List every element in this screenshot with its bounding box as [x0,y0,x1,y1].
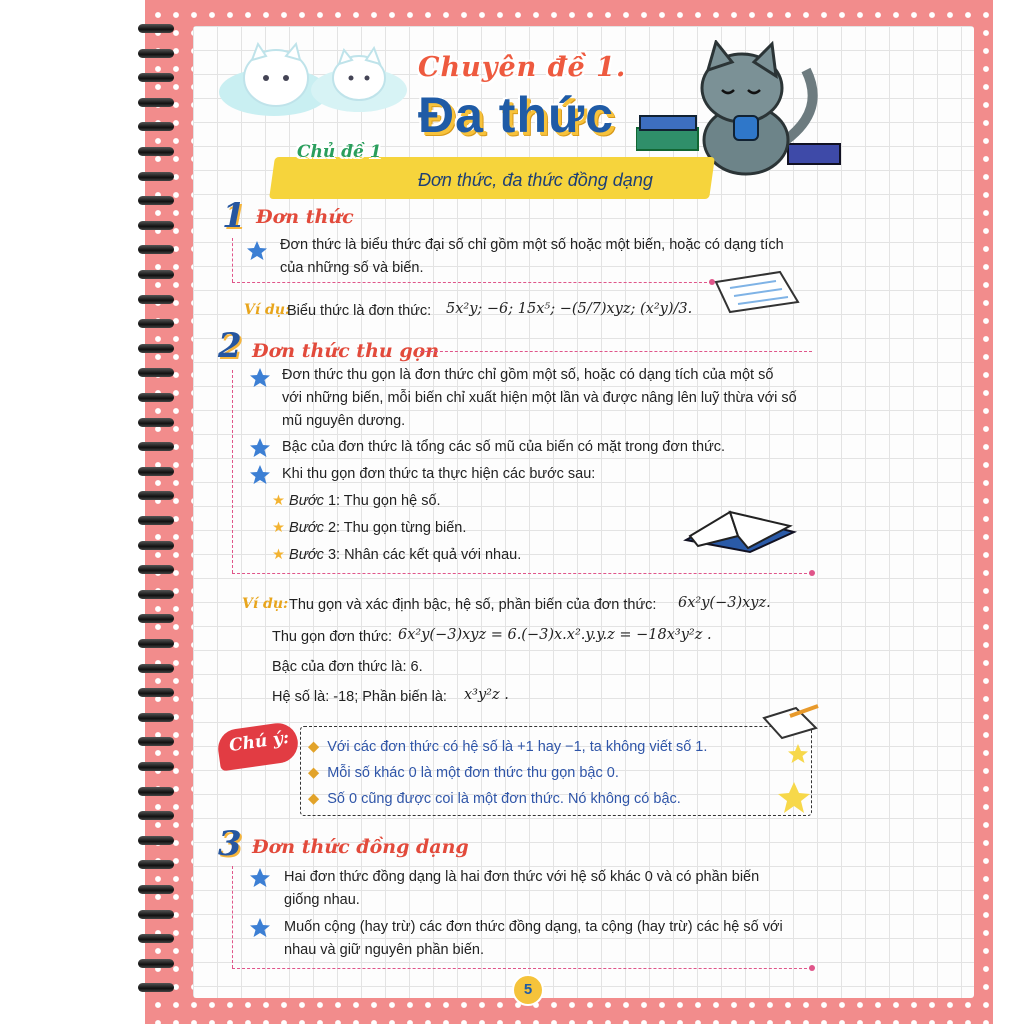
page-number: 5 [512,974,544,1006]
section-3-point-2: Muốn cộng (hay trừ) các đơn thức đồng dạng, ta cộng (hay trừ) các hệ số với nhau và giữ nguyên phần biến. [284,919,783,958]
note-label: Chú ý: [227,727,291,757]
spiral-ring [138,467,174,476]
section-2-number: 2 [218,326,242,366]
example-2-text: Thu gọn và xác định bậc, hệ số, phần biến của đơn thức: [289,597,657,613]
star-bullet-icon [250,465,270,485]
spiral-binding [138,24,178,1014]
example-1-math: 5x²y; −6; 15x⁵; −(5/7)xyz; (x²y)/3. [446,301,693,317]
coefficient-text: Hệ số là: -18; Phần biến là: [272,689,447,705]
solution-math: 6x²y(−3)xyz = 6.(−3)x.x².y.y.z = −18x³y²z . [398,627,712,643]
example-2-label: Ví dụ: [242,596,289,612]
spiral-ring [138,368,174,377]
steps-list: ★ Bước 1: Thu gọn hệ số. ★ Bước 2: Thu gọn từng biến. ★ Bước 3: Nhân các kết quả với nhau. [272,493,522,563]
spiral-ring [138,688,174,697]
spiral-ring [138,614,174,623]
star-bullet-icon [250,868,270,888]
spiral-ring [138,319,174,328]
spiral-ring [138,762,174,771]
spiral-ring [138,172,174,181]
spiral-ring [138,491,174,500]
spiral-ring [138,393,174,402]
section-2-point-1: Đơn thức thu gọn là đơn thức chỉ gồm một số, hoặc có dạng tích của một số với những biến, mỗi biến chỉ xuất hiện một lần và được nâng lên luỹ thừa với số mũ nguyên dương. [282,367,797,429]
spiral-ring [138,270,174,279]
note-items: ◆ Với các đơn thức có hệ số là +1 hay −1, ta không viết số 1. ◆ Mỗi số khác 0 là một đơn thức thu gọn bậc 0. ◆ Số 0 cũng được coi là một đơn thức. Nó không có bậc. [308,739,708,807]
spiral-ring [138,983,174,992]
spiral-ring [138,344,174,353]
spiral-ring [138,147,174,156]
spiral-ring [138,196,174,205]
spiral-ring [138,836,174,845]
section-1-number: 1 [222,196,246,236]
spiral-ring [138,811,174,820]
section-3-point-1: Hai đơn thức đồng dạng là hai đơn thức với hệ số khác 0 và có phần biến giống nhau. [284,869,760,908]
spiral-ring [138,664,174,673]
topic-label: Chủ đề 1 [297,142,382,162]
spiral-ring [138,934,174,943]
spiral-ring [138,442,174,451]
spiral-ring [138,590,174,599]
spiral-ring [138,24,174,33]
spiral-ring [138,49,174,58]
star-decoration-icon [788,744,808,764]
spiral-ring [138,713,174,722]
chapter-label: Chuyên đề 1. [418,52,627,83]
degree-text: Bậc của đơn thức là: 6. [272,659,423,675]
spiral-ring [138,860,174,869]
star-bullet-icon [250,368,270,388]
cloud-cats-illustration [214,40,414,120]
spiral-ring [138,245,174,254]
solution-prefix: Thu gọn đơn thức: [272,629,392,645]
spiral-ring [138,565,174,574]
spiral-ring [138,639,174,648]
open-book-icon [680,506,800,556]
section-3-number: 3 [218,824,242,864]
spiral-ring [138,221,174,230]
section-3-heading: Đơn thức đồng dạng [252,836,469,858]
spiral-ring [138,541,174,550]
variable-part: x³y²z . [464,687,509,703]
spiral-ring [138,516,174,525]
spiral-ring [138,885,174,894]
paper-pencil-icon [760,702,820,742]
section-1-definition: Đơn thức là biểu thức đại số chỉ gồm một số hoặc một biến, hoặc có dạng tích của những số và biến. [280,237,784,276]
example-1-text: Biểu thức là đơn thức: [287,303,432,319]
spiral-ring [138,959,174,968]
star-bullet-icon [250,438,270,458]
paper-sheet-icon [710,268,802,316]
section-2-point-3: Khi thu gọn đơn thức ta thực hiện các bước sau: [282,466,596,482]
spiral-ring [138,737,174,746]
section-2-heading: Đơn thức thu gọn [252,340,440,362]
section-1-heading: Đơn thức [256,206,354,228]
example-2-expr: 6x²y(−3)xyz. [678,595,771,611]
star-bullet-icon [247,241,267,261]
star-bullet-icon [250,918,270,938]
section-2-point-2: Bậc của đơn thức là tổng các số mũ của biến có mặt trong đơn thức. [282,439,726,455]
spiral-ring [138,295,174,304]
spiral-ring [138,73,174,82]
topic-title: Đơn thức, đa thức đồng dạng [418,170,653,190]
spiral-ring [138,122,174,131]
example-1-label: Ví dụ: [244,302,291,318]
chapter-title: Đa thức [418,87,615,143]
spiral-ring [138,910,174,919]
star-decoration-icon [778,782,810,814]
spiral-ring [138,98,174,107]
spiral-ring [138,787,174,796]
spiral-ring [138,418,174,427]
